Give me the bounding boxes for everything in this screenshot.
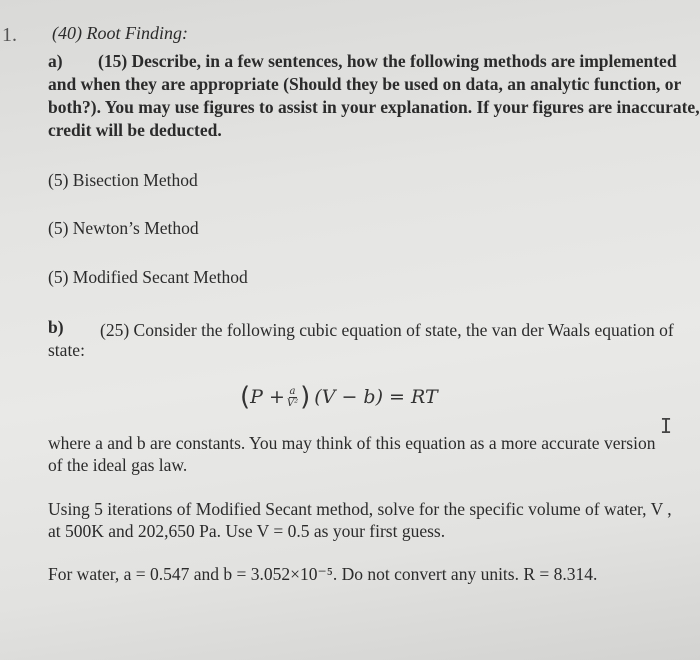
- method-newton: (5) Newton’s Method: [48, 218, 199, 238]
- using-line-1: Using 5 iterations of Modified Secant method, solve for the specific volume of water, V ,: [48, 499, 672, 519]
- method-bisection: (5) Bisection Method: [48, 170, 198, 190]
- part-a-label: a): [48, 51, 63, 71]
- equation-open-paren: (: [240, 382, 251, 412]
- equation-fraction-denominator: V²: [286, 397, 299, 409]
- equation-fraction-numerator: a: [289, 385, 296, 397]
- using-line-2: at 500K and 202,650 Pa. Use V = 0.5 as your first guess.: [48, 521, 446, 541]
- equation-close-paren: ): [300, 382, 311, 412]
- part-b-line-1: (25) Consider the following cubic equation of state, the van der Waals equation of: [100, 320, 674, 340]
- equation-p-term: P +: [250, 386, 285, 408]
- equation-volume-term: (V − b) = RT: [314, 386, 438, 408]
- part-b-label: b): [48, 317, 64, 337]
- where-line-1: where a and b are constants. You may think of this equation as a more accurate version: [48, 433, 656, 453]
- where-line-2: of the ideal gas law.: [48, 455, 188, 475]
- text-cursor-icon: I: [660, 414, 673, 438]
- method-modified-secant: (5) Modified Secant Method: [48, 267, 248, 287]
- part-a-line-3: both?). You may use figures to assist in your explanation. If your figures are inaccurate,: [48, 97, 700, 117]
- part-a-line-4: credit will be deducted.: [48, 120, 222, 140]
- equation-fraction: [287, 386, 298, 409]
- problem-number: 1.: [2, 24, 17, 46]
- problem-header: (40) Root Finding:: [52, 23, 188, 43]
- part-a-line-2: and when they are appropriate (Should they be used on data, an analytic function, or: [48, 74, 682, 94]
- water-constants-line: For water, a = 0.547 and b = 3.052×10⁻⁵. Do not convert any units. R = 8.314.: [48, 564, 598, 584]
- part-a-line-1: (15) Describe, in a few sentences, how the following methods are implemented: [98, 51, 677, 71]
- part-b-line-2: state:: [48, 340, 85, 360]
- van-der-waals-equation: [240, 384, 438, 410]
